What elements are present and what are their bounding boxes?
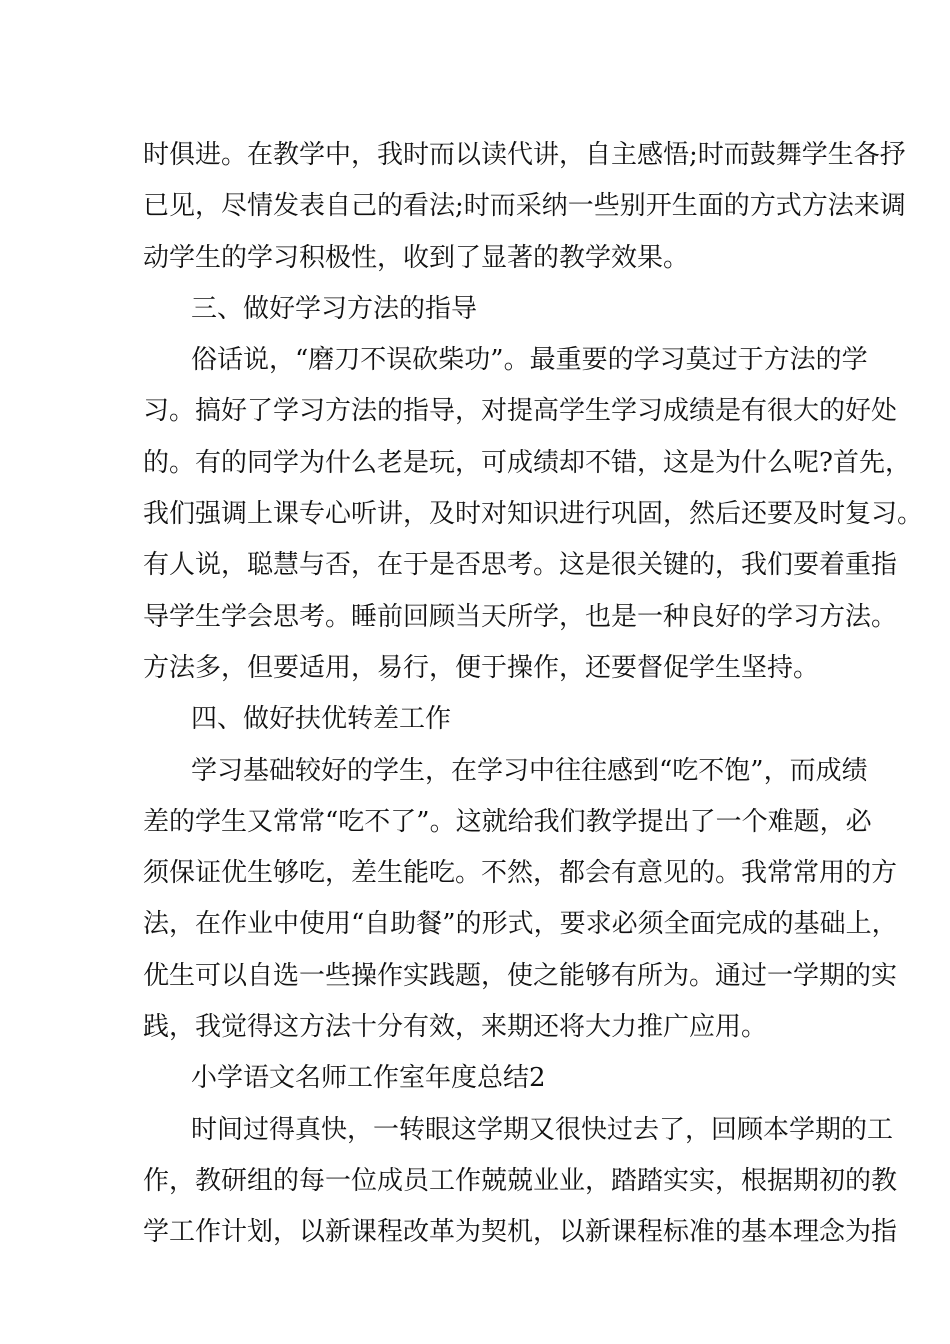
text-line: 学工作计划，以新课程改革为契机，以新课程标准的基本理念为指 [143, 1217, 898, 1248]
text-line: 动学生的学习积极性，收到了显著的教学效果。 [143, 242, 690, 273]
text-line: 时俱进。在教学中，我时而以读代讲，自主感悟;时而鼓舞学生各抒 [143, 140, 906, 170]
text-line: 优生可以自选一些操作实践题，使之能够有所为。通过一学期的实 [143, 960, 898, 991]
section-heading: 三、做好学习方法的指导 [191, 293, 478, 324]
text-line: 导学生学会思考。睡前回顾当天所学，也是一种良好的学习方法。 [143, 601, 898, 632]
text-line: 法，在作业中使用“自助餐”的形式，要求必须全面完成的基础上， [143, 909, 898, 940]
text-line: 习。搞好了学习方法的指导，对提高学生学习成绩是有很大的好处 [143, 396, 898, 427]
text-line: 差的学生又常常“吃不了”。这就给我们教学提出了一个难题，必 [143, 806, 872, 837]
paragraph-start: 学习基础较好的学生，在学习中往往感到“吃不饱”，而成绩 [191, 755, 868, 786]
text-line: 须保证优生够吃，差生能吃。不然，都会有意见的。我常常用的方 [143, 858, 898, 889]
paragraph-start: 时间过得真快，一转眼这学期又很快过去了，回顾本学期的工 [191, 1114, 894, 1145]
document-subtitle: 小学语文名师工作室年度总结2 [191, 1063, 546, 1094]
paragraph-start: 俗话说，“磨刀不误砍柴功”。最重要的学习莫过于方法的学 [191, 345, 868, 376]
text-line: 作，教研组的每一位成员工作兢兢业业，踏踏实实，根据期初的教 [143, 1165, 898, 1196]
text-line: 我们强调上课专心听讲，及时对知识进行巩固，然后还要及时复习。 [143, 499, 924, 530]
text-line: 已见，尽情发表自己的看法;时而采纳一些别开生面的方式方法来调 [143, 191, 906, 222]
document-body [143, 130, 924, 1259]
text-line: 有人说，聪慧与否，在于是否思考。这是很关键的，我们要着重指 [143, 550, 898, 581]
text-line: 方法多，但要适用，易行，便于操作，还要督促学生坚持。 [143, 652, 820, 683]
section-heading: 四、做好扶优转差工作 [191, 704, 452, 735]
text-line: 的。有的同学为什么老是玩，可成绩却不错，这是为什么呢?首先， [143, 447, 911, 478]
text-line: 践，我觉得这方法十分有效，来期还将大力推广应用。 [143, 1012, 768, 1043]
